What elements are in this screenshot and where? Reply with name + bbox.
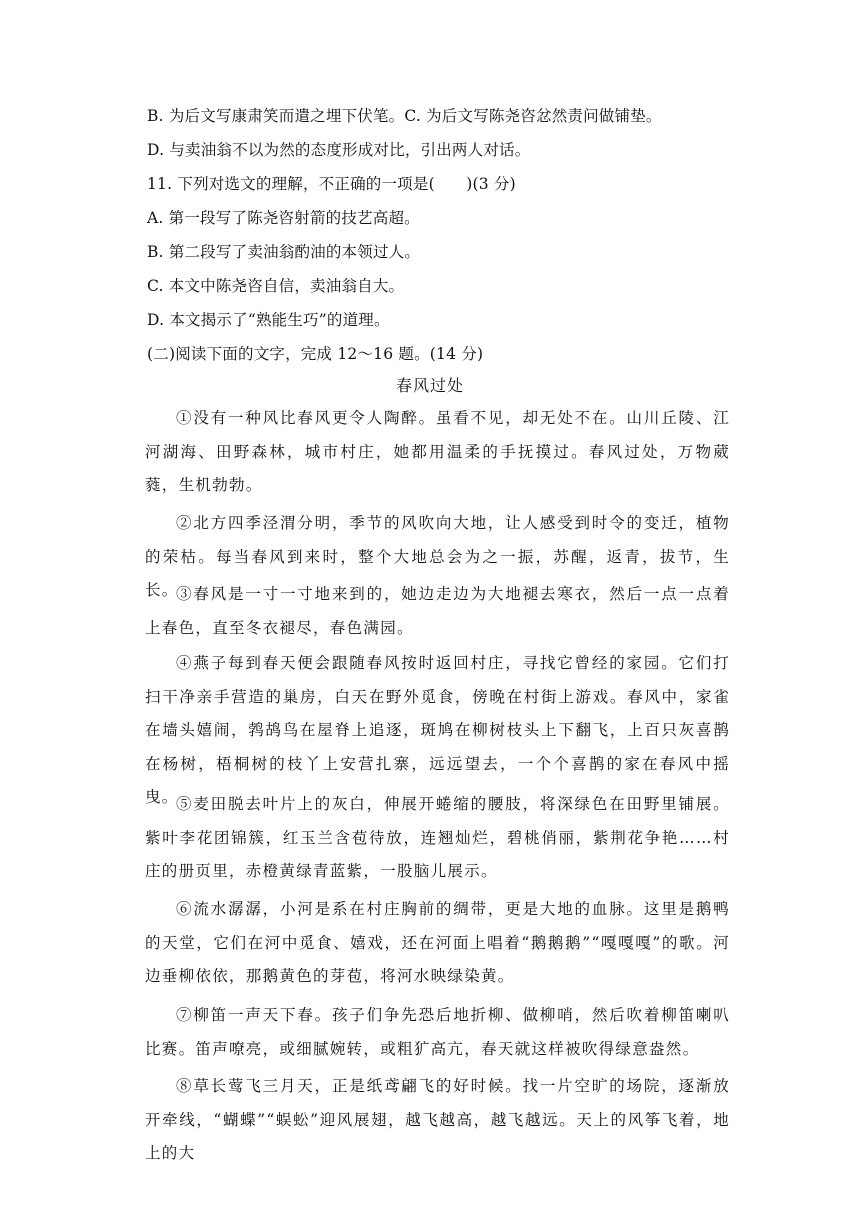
- essay-paragraph-5: ⑤麦田脱去叶片上的灰白，伸展开蜷缩的腰肢，将深绿色在田野里铺展。紫叶李花团锦簇，红玉兰含苞待放，连翘灿烂，碧桃俏丽，紫荆花争艳……村庄的册页里，赤橙黄绿青蓝紫，一股脑儿展示。: [145, 795, 730, 880]
- essay-paragraph-3: ③春风是一寸一寸地来到的，她边走边为大地褪去寒衣，然后一点一点着上春色，直至冬衣褪尽，春色满园。: [145, 585, 730, 637]
- section-two-heading: (二)阅读下面的文字，完成 12～16 题。(14 分): [147, 345, 484, 363]
- essay-paragraph-6: ⑥流水潺潺，小河是系在村庄胸前的绸带，更是大地的血脉。这里是鹅鸭的天堂，它们在河中觅食、嬉戏，还在河面上唱着“鹅鹅鹅”“嘎嘎嘎”的歌。河边垂柳依依，那鹅黄色的芽苞，将河水映绿染黄。: [145, 900, 730, 985]
- q11-option-b: B. 第二段写了卖油翁酌油的本领过人。: [147, 243, 421, 261]
- essay-paragraph-4: ④燕子每到春天便会跟随春风按时返回村庄，寻找它曾经的家园。它们打扫干净亲手营造的巢房，白天在野外觅食，傍晚在村街上游戏。春风中，家雀在墙头嬉闹，鹁鸪鸟在屋脊上追逐，斑鸠在柳树枝头上下翻飞，上百只灰喜鹊在杨树，梧桐树的枝丫上安营扎寨，远远望去，一个个喜鹊的家在春风中摇曳。: [145, 654, 730, 806]
- q10-options-b-c: B. 为后文写康肃笑而遣之埋下伏笔。C. 为后文写陈尧咨忿然责问做铺垫。: [147, 107, 662, 125]
- essay-paragraph-2: ②北方四季泾渭分明，季节的风吹向大地，让人感受到时令的变迁，植物的荣枯。每当春风到来时，整个大地总会为之一振，苏醒，返青，拔节，生长。: [145, 514, 730, 599]
- q11-option-d: D. 本文揭示了“熟能生巧”的道理。: [147, 311, 390, 329]
- essay-paragraph-1: ①没有一种风比春风更令人陶醉。虽看不见，却无处不在。山川丘陵、江河湖海、田野森林，城市村庄，她都用温柔的手抚摸过。春风过处，万物葳蕤，生机勃勃。: [145, 409, 730, 494]
- essay-title: 春风过处: [395, 376, 464, 395]
- q11-stem: 11. 下列对选文的理解，不正确的一项是( )(3 分): [147, 175, 516, 193]
- essay-paragraph-7: ⑦柳笛一声天下春。孩子们争先恐后地折柳、做柳哨，然后吹着柳笛喇叭比赛。笛声嘹亮，或细腻婉转，或粗犷高亢，春天就这样被吹得绿意盎然。: [145, 1006, 730, 1058]
- q11-option-a: A. 第一段写了陈尧咨射箭的技艺高超。: [147, 209, 420, 227]
- q10-option-d: D. 与卖油翁不以为然的态度形成对比，引出两人对话。: [147, 141, 531, 159]
- essay-paragraph-8: ⑧草长莺飞三月天，正是纸鸢翩飞的好时候。找一片空旷的场院，逐渐放开牵线，“蝴蝶”“蜈蚣”迎风展翅，越飞越高，越飞越远。天上的风筝飞着，地上的大: [145, 1077, 730, 1162]
- q11-option-c: C. 本文中陈尧咨自信，卖油翁自大。: [147, 277, 405, 295]
